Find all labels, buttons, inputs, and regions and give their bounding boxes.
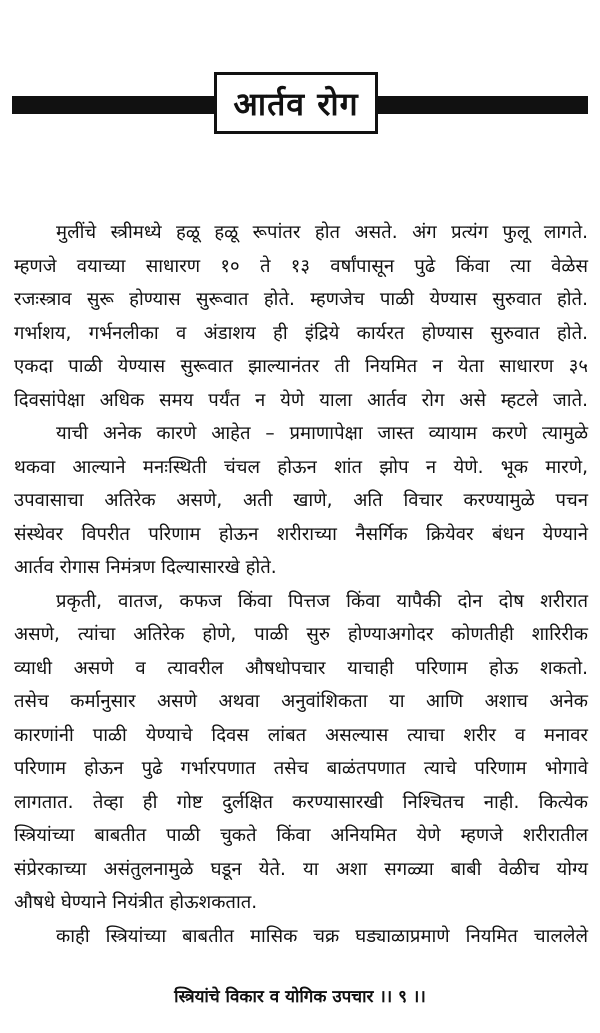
text-line: असणे, त्यांचा अतिरेक होणे, पाळी सुरु होण्याअगोदर कोणतीही शारिरीक	[14, 624, 588, 645]
text-line: संप्रेरकाच्या असंतुलनामुळे घडून येते. या अशा सगळ्या बाबी वेळीच योग्य	[14, 858, 588, 880]
text-line: म्हणजे वयाच्या साधारण १० ते १३ वर्षांपासून पुढे किंवा त्या वेळेस	[14, 255, 588, 277]
text-line: औषधे घेण्याने नियंत्रीत होऊशकतात.	[14, 892, 258, 913]
text-line: गर्भाशय, गर्भनलीका व अंडाशय ही इंद्रिये कार्यरत होण्यास सुरुवात होते.	[14, 322, 588, 344]
paragraph-3	[14, 585, 588, 920]
text-line: तसेच कर्मानुसार असणे अथवा अनुवांशिकता या आणि अशाच अनेक	[14, 691, 588, 712]
text-line: रजःस्त्राव सुरू होण्यास सुरूवात होते. म्हणजेच पाळी येण्यास सुरुवात होते.	[14, 289, 588, 310]
paragraph-4	[14, 920, 588, 954]
page-footer: स्त्रियांचे विकार व योगिक उपचार ।। ९ ।।	[174, 987, 426, 1007]
text-line: प्रकृती, वातज, कफज किंवा पित्तज किंवा यापैकी दोन दोष शरीरात	[56, 590, 588, 612]
text-line: उपवासाचा अतिरेक असणे, अती खाणे, अति विचार करण्यामुळे पचन	[14, 490, 588, 511]
text-line: आर्तव रोगास निमंत्रण दिल्यासारखे होते.	[14, 557, 277, 578]
text-line: याची अनेक कारणे आहेत – प्रमाणापेक्षा जास्त व्यायाम करणे त्यामुळे	[56, 423, 588, 444]
body-text	[14, 216, 588, 953]
text-line: संस्थेवर विपरीत परिणाम होऊन शरीराच्या नैसर्गिक क्रियेवर बंधन येण्याने	[14, 523, 588, 545]
text-line: स्त्रियांच्या बाबतीत पाळी चुकते किंवा अनियमित येणे म्हणजे शरीरातील	[14, 825, 588, 846]
text-line: दिवसांपेक्षा अधिक समय पर्यंत न येणे याला आर्तव रोग असे म्हटले जाते.	[14, 389, 588, 411]
paragraph-1	[14, 216, 588, 417]
text-line: थकवा आल्याने मनःस्थिती चंचल होऊन शांत झोप न येणे. भूक मारणे,	[14, 456, 588, 478]
text-line: परिणाम होऊन पुढे गर्भारपणात तसेच बाळंतपणात त्याचे परिणाम भोगावे	[14, 758, 588, 779]
chapter-title: आर्तव रोग	[233, 84, 359, 123]
text-line: कारणांनी पाळी येण्याचे दिवस लांबत असल्यास त्याचा शरीर व मनावर	[14, 724, 588, 746]
paragraph-2	[14, 417, 588, 585]
text-line: लागतात. तेव्हा ही गोष्ट दुर्लक्षित करण्यासारखी निश्चितच नाही. कित्येक	[14, 791, 588, 813]
text-line: एकदा पाळी येण्यास सुरूवात झाल्यानंतर ती नियमित न येता साधारण ३५	[14, 356, 588, 377]
text-line: काही स्त्रियांच्या बाबतीत मासिक चक्र घड्याळाप्रमाणे नियमित चाललेले	[56, 925, 588, 947]
text-line: व्याधी असणे व त्यावरील औषधोपचार याचाही परिणाम होऊ शकतो.	[14, 657, 588, 679]
text-line: मुलींचे स्त्रीमध्ये हळू हळू रूपांतर होत असते. अंग प्रत्यंग फुलू लागते.	[56, 222, 588, 243]
chapter-title-box	[214, 72, 378, 134]
